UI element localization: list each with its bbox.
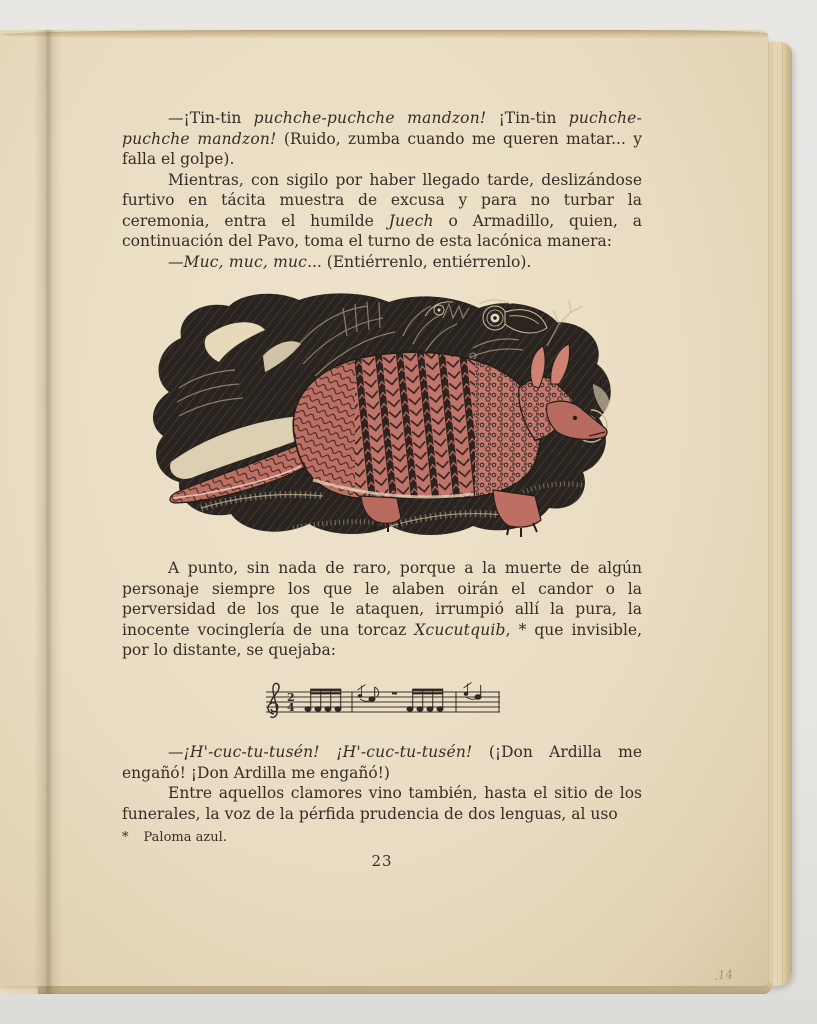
page-number: 23 [371, 852, 393, 870]
paragraph [122, 558, 642, 661]
text: ... (Entiérrenlo, entiérrenlo). [307, 252, 532, 271]
text: Mientras, con sigilo por haber llegado tarde, deslizándose furtivo en tácita muestra de excusa y para no turbar la ceremonia, entra el humilde [122, 170, 642, 230]
text-block-top [122, 108, 642, 272]
text: , * que invisible, por lo distante, se quejaba: [122, 620, 642, 659]
text-block-bottom [122, 742, 642, 824]
italic-text: puchche-puchche mandzon! [122, 109, 642, 148]
time-signature-top: 2 [287, 691, 295, 704]
text: (¡Don Ardilla me engañó! ¡Don Ardilla me engañó!) [122, 743, 642, 782]
paragraph [122, 783, 642, 824]
italic-text: puchche-puchche mandzon! [253, 109, 487, 127]
footnote [122, 830, 642, 845]
armadillo-eye [573, 416, 577, 420]
book-gutter [34, 30, 62, 994]
text: — [168, 252, 184, 271]
text: (Ruido, zumba cuando me queren matar... y falla el golpe). [122, 129, 642, 168]
italic-text: Muc, muc, muc [183, 252, 308, 271]
music-staff-icon [260, 680, 506, 726]
book [0, 30, 792, 994]
paragraph [122, 170, 642, 252]
paragraph [122, 742, 642, 783]
italic-text: Juech [388, 211, 434, 230]
page-deckle-edge [0, 30, 768, 39]
text: — [168, 743, 184, 761]
italic-text: Xcucutquib [414, 620, 506, 639]
text: o Armadillo, quien, a continuación del Pavo, toma el turno de esta lacónica manera: [122, 211, 642, 250]
text: ¡Tin-tin [486, 109, 569, 127]
footnote-text: Paloma azul. [143, 830, 227, 845]
text: A punto, sin nada de raro, porque a la muerte de algún personaje siempre los que le alaben oirán el candor o la perversidad de los que le ataquen, irrumpió allí la pura, la inocente vocinglería de una torcaz [122, 559, 642, 639]
music-notation-figure [260, 680, 506, 726]
paragraph [122, 108, 642, 170]
text: Entre aquellos clamores vino también, hasta el sitio de los funerales, la voz de la pérfida prudencia de dos lenguas, al uso [122, 784, 642, 823]
footnote-asterisk: * [122, 830, 129, 845]
text-block-middle [122, 558, 642, 661]
text: —¡Tin-tin [168, 109, 254, 127]
time-signature-bottom: 4 [287, 701, 295, 714]
pencil-annotation: .14 [713, 967, 734, 983]
paragraph [122, 252, 642, 273]
armadillo-woodcut-icon [143, 292, 618, 539]
armadillo-woodcut-figure [143, 292, 618, 539]
italic-text: ¡H'-cuc-tu-tusén! ¡H'-cuc-tu-tusén! [183, 743, 473, 761]
grace-note-group [358, 685, 379, 702]
